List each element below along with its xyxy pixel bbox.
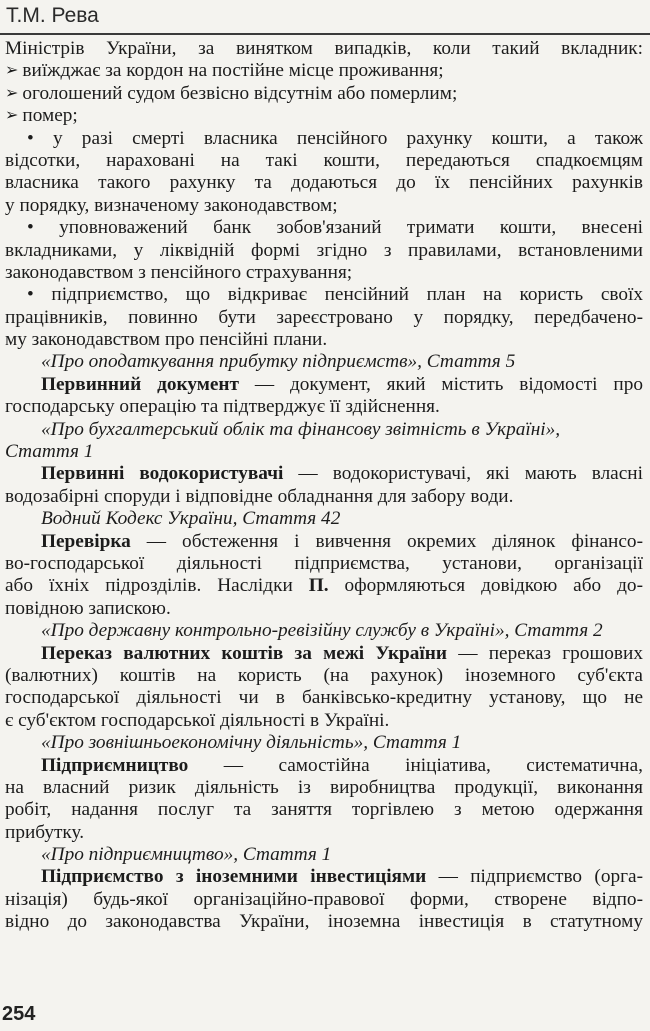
term: Переказ валютних коштів за межі України — [41, 642, 447, 664]
term-abbreviation: П. — [308, 575, 329, 597]
text-line: Міністрів України, за винятком випадків, коли такий вкладник: — [5, 38, 643, 59]
text-line: у порядку, визначеному законодавством; — [5, 194, 338, 216]
text-line: власника такого рахунку та додаються до їх пенсійних рахунків — [5, 172, 643, 194]
arrow-bullet-icon: ➢ — [5, 107, 19, 125]
running-header: Т.М. Рева — [6, 4, 99, 27]
term: Первинні водокористувачі — [41, 463, 284, 485]
arrow-bullet-icon: ➢ — [5, 62, 19, 80]
definition-entry: Підприємство з іноземними інвестиціями — підприємство (орга- — [41, 866, 644, 888]
text-line: прибутку. — [5, 821, 85, 843]
source-citation: «Про підприємництво», Стаття 1 — [41, 844, 332, 866]
text-line: є суб'єктом господарської діяльності в Україні. — [5, 709, 390, 731]
source-citation: «Про оподаткування прибутку підприємств», Стаття 5 — [41, 351, 516, 373]
text-line: працівників, повинно бути зареєстровано у порядку, передбачено- — [5, 306, 643, 328]
definition-entry: Первинні водокористувачі — водокористувачі, які мають власні — [41, 463, 643, 485]
text-line: законодавством з пенсійного страхування; — [5, 261, 353, 283]
term: Підприємство з іноземними інвестиціями — [41, 866, 427, 888]
text-line: • підприємство, що відкриває пенсійний план на користь своїх — [27, 284, 643, 306]
bullet-icon: • — [27, 284, 34, 306]
text-line: вкладниками, у ліквідній формі згідно з правилами, встановленими — [5, 239, 643, 261]
bullet-icon: • — [27, 217, 34, 239]
source-citation: «Про зовнішньоекономічну діяльність», Стаття 1 — [41, 732, 462, 754]
text-line: нізація) будь-якої організаційно-правової форми, створене відпо- — [5, 888, 643, 910]
text-line: повідною запискою. — [5, 597, 171, 619]
term: Підприємництво — [41, 754, 189, 776]
source-citation: «Про бухгалтерський облік та фінансову звітність в Україні», — [41, 418, 561, 440]
text-line: відсотки, нараховані на такі кошти, передаються спадкоємцям — [5, 149, 643, 171]
arrow-bullet-icon: ➢ — [5, 84, 19, 102]
definition-entry: Підприємництво — самостійна ініціатива, систематична, — [41, 754, 643, 776]
definition-entry: Перевірка — обстеження і вивчення окремих ділянок фінансо- — [41, 530, 643, 552]
text-line: водозабірні споруди і відповідне обладнання для забору води. — [5, 485, 514, 507]
definition-entry: Первинний документ — документ, який містить відомості про — [41, 373, 643, 395]
term: Перевірка — [41, 530, 131, 552]
page-number: 254 — [2, 1003, 36, 1025]
bullet-icon: • — [27, 127, 34, 149]
text-line: або їхніх підрозділів. Наслідки П. оформляються довідкою або до- — [5, 575, 643, 597]
text-line: господарську операцію та підтверджує її здійснення. — [5, 396, 440, 418]
text-line: на власний ризик діяльність із виробництва продукції, виконання — [5, 776, 643, 798]
definition-entry: Переказ валютних коштів за межі України — переказ грошових — [41, 642, 643, 664]
text-line: робіт, надання послуг та заняття торгівлею з метою одержання — [5, 799, 643, 821]
text-line: • у разі смерті власника пенсійного рахунку кошти, а також — [27, 127, 644, 149]
header-rule — [0, 33, 650, 35]
text-line: відно до законодавства України, іноземна інвестиція в статутному — [5, 911, 643, 933]
list-item: ➢ помер; — [5, 105, 78, 127]
text-line: (валютних) коштів на користь (на рахунок) іноземного суб'єкта — [5, 664, 643, 686]
source-citation: Водний Кодекс України, Стаття 42 — [41, 508, 341, 530]
list-item: ➢ оголошений судом безвісно відсутнім або померлим; — [5, 82, 458, 104]
list-item: ➢ виїжджає за кордон на постійне місце проживання; — [5, 60, 444, 82]
page-body — [5, 38, 643, 934]
term: Первинний документ — [41, 373, 239, 395]
text-line: во-господарської діяльності підприємства, установи, організації — [5, 552, 643, 574]
text-line: му законодавством про пенсійні плани. — [5, 329, 328, 351]
source-citation: Стаття 1 — [5, 441, 94, 463]
source-citation: «Про державну контрольно-ревізійну службу в Україні», Стаття 2 — [41, 620, 603, 642]
text-line: господарської діяльності чи в банківсько-кредитну установу, що не — [5, 687, 643, 709]
text-line: • уповноважений банк зобов'язаний тримати кошти, внесені — [27, 217, 643, 239]
